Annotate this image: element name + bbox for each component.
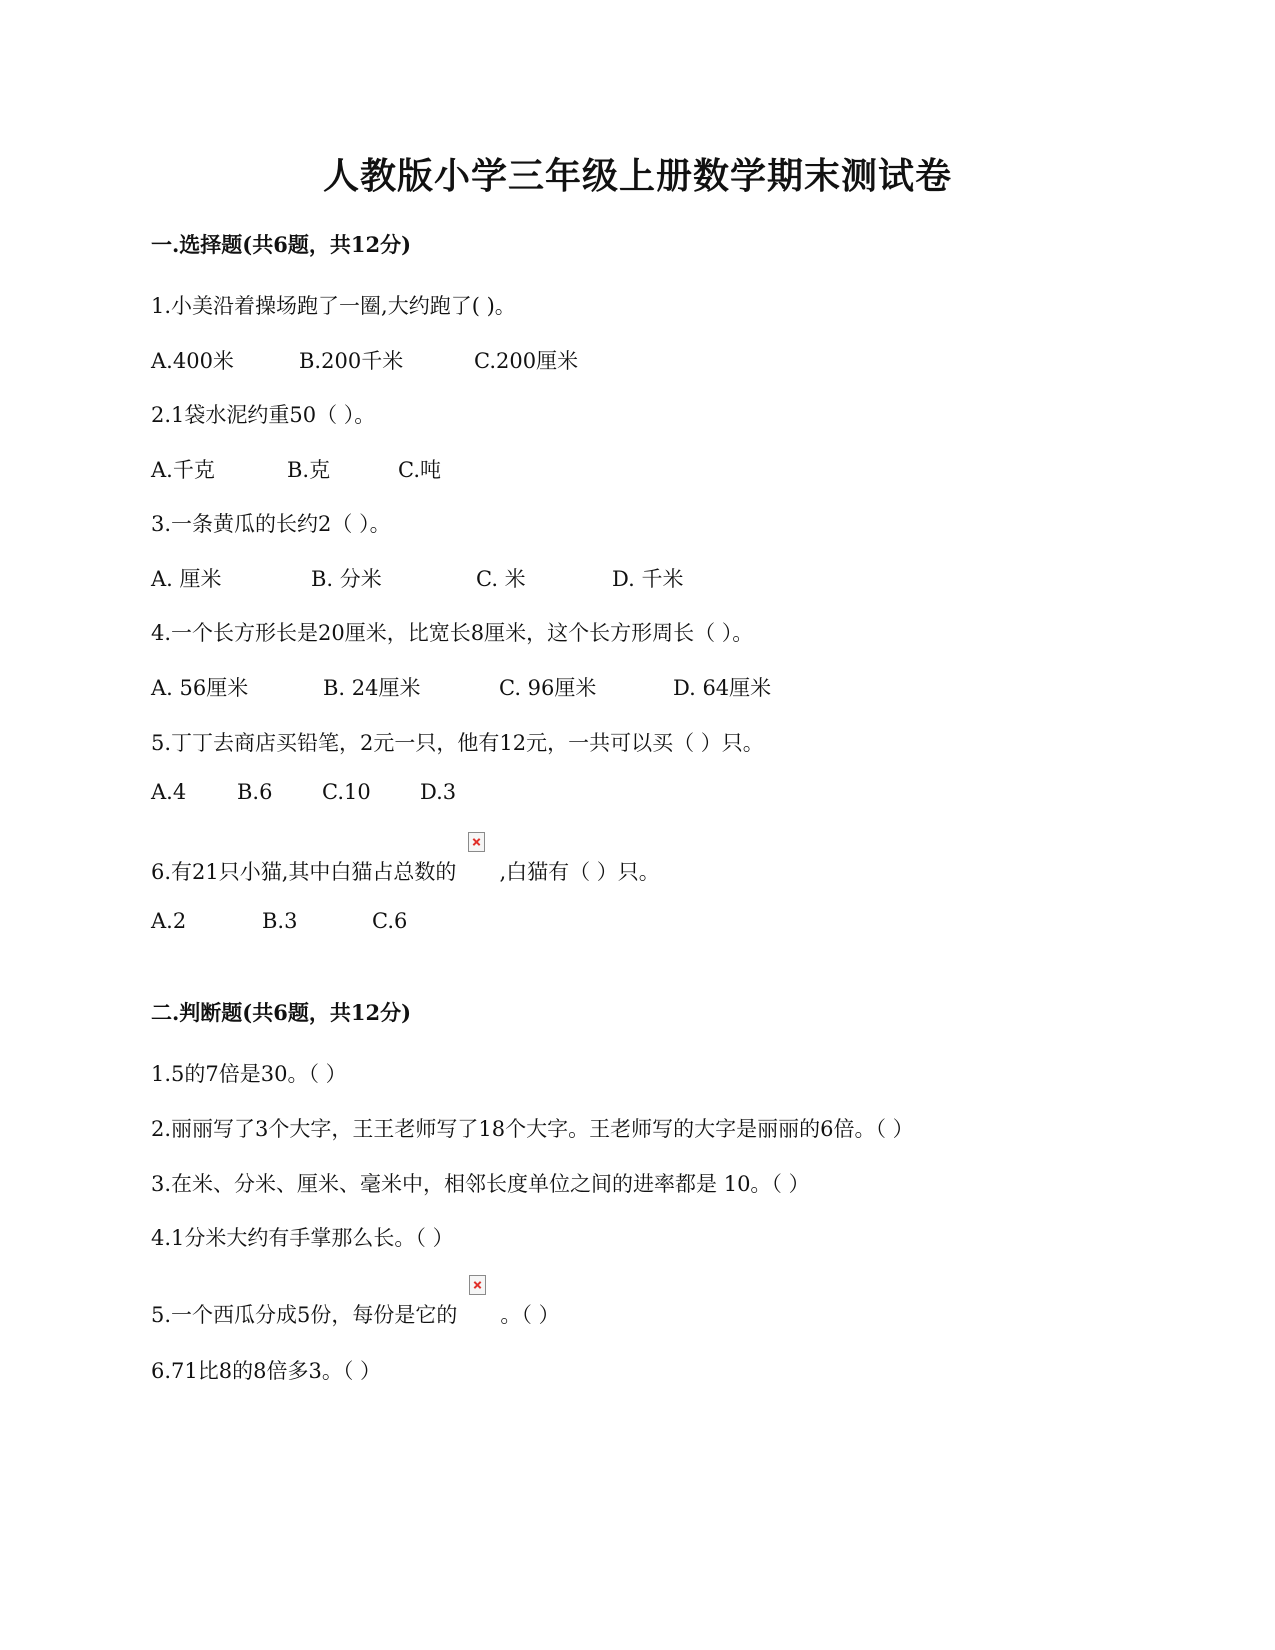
question-2: 2.1袋水泥约重50（ ）。 [151, 403, 376, 427]
option-a: A. 56厘米 [151, 676, 249, 700]
question-3: 3.一条黄瓜的长约2（ ）。 [151, 512, 391, 536]
page-title: 人教版小学三年级上册数学期末测试卷 [322, 155, 952, 197]
section-heading-choice: 一.选择题(共6题，共12分) [151, 232, 412, 257]
broken-image-icon [469, 1275, 486, 1295]
judgement-4: 4.1分米大约有手掌那么长。（ ） [151, 1226, 454, 1250]
option-a: A. 厘米 [151, 567, 222, 591]
option-d: D. 64厘米 [673, 676, 772, 700]
option-c: C.10 [322, 780, 371, 804]
question-4: 4.一个长方形长是20厘米，比宽长8厘米，这个长方形周长（ ）。 [151, 621, 754, 645]
option-d: D.3 [420, 780, 457, 804]
option-b: B.克 [287, 458, 331, 482]
option-b: B.6 [237, 780, 273, 804]
judgement-6: 6.71比8的8倍多3。（ ） [151, 1359, 382, 1383]
option-a: A.千克 [151, 458, 215, 482]
judgement-5-text-before: 5.一个西瓜分成5份，每份是它的 [151, 1303, 458, 1327]
option-a: A.2 [151, 909, 187, 933]
option-c: C.6 [372, 909, 408, 933]
option-d: D. 千米 [612, 567, 684, 591]
option-c: C. 米 [476, 567, 526, 591]
option-b: B. 24厘米 [323, 676, 421, 700]
question-6-text-after: ,白猫有（ ）只。 [499, 860, 660, 884]
option-b: B. 分米 [311, 567, 382, 591]
question-6 [151, 856, 660, 886]
option-c: C.吨 [398, 458, 441, 482]
judgement-1: 1.5的7倍是30。（ ） [151, 1062, 347, 1086]
question-5: 5.丁丁去商店买铅笔，2元一只，他有12元，一共可以买（ ）只。 [151, 731, 764, 755]
judgement-3: 3.在米、分米、厘米、毫米中，相邻长度单位之间的进率都是 10。（ ） [151, 1172, 810, 1196]
broken-image-icon [468, 832, 485, 852]
section-heading-judgement: 二.判断题(共6题，共12分) [151, 1000, 412, 1025]
option-a: A.4 [151, 780, 187, 804]
judgement-5 [151, 1299, 560, 1329]
option-a: A.400米 [151, 349, 234, 373]
option-b: B.200千米 [299, 349, 404, 373]
judgement-5-text-after: 。（ ） [500, 1303, 560, 1327]
judgement-2: 2.丽丽写了3个大字，王王老师写了18个大字。王老师写的大字是丽丽的6倍。（ ） [151, 1117, 914, 1141]
option-b: B.3 [262, 909, 298, 933]
question-6-text-before: 6.有21只小猫,其中白猫占总数的 [151, 860, 457, 884]
option-c: C.200厘米 [474, 349, 579, 373]
option-c: C. 96厘米 [499, 676, 597, 700]
question-1: 1.小美沿着操场跑了一圈,大约跑了( )。 [151, 294, 516, 318]
